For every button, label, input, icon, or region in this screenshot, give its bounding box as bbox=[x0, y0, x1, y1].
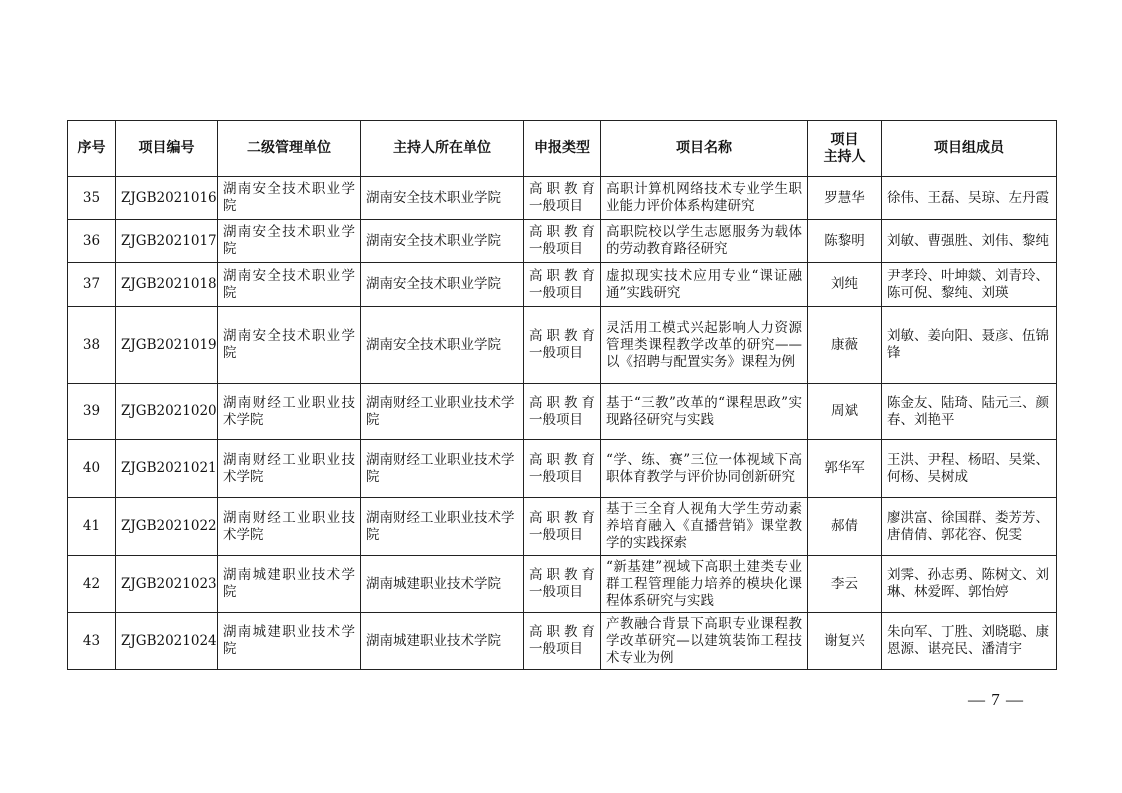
cell-project-code: ZJGB2021021 bbox=[116, 440, 218, 498]
table-header-row bbox=[68, 121, 1057, 177]
table-row bbox=[68, 220, 1057, 263]
cell-host-unit: 湖南城建职业技术学院 bbox=[361, 613, 524, 670]
header-project-host: 项目 主持人 bbox=[808, 121, 882, 177]
cell-project-host: 郝倩 bbox=[808, 498, 882, 556]
cell-team-members: 刘敏、曹强胜、刘伟、黎纯 bbox=[882, 220, 1057, 263]
cell-project-host: 谢复兴 bbox=[808, 613, 882, 670]
cell-project-code: ZJGB2021022 bbox=[116, 498, 218, 556]
cell-management-unit: 湖南财经工业职业技术学院 bbox=[218, 440, 361, 498]
cell-application-type: 高职教育一般项目 bbox=[524, 440, 601, 498]
cell-project-name: 基于“三教”改革的“课程思政”实现路径研究与实践 bbox=[601, 384, 808, 440]
cell-application-type: 高职教育一般项目 bbox=[524, 307, 601, 384]
cell-project-host: 罗慧华 bbox=[808, 177, 882, 220]
cell-project-host: 周斌 bbox=[808, 384, 882, 440]
header-application-type: 申报类型 bbox=[524, 121, 601, 177]
cell-project-code: ZJGB2021016 bbox=[116, 177, 218, 220]
cell-management-unit: 湖南安全技术职业学院 bbox=[218, 307, 361, 384]
cell-seq: 40 bbox=[68, 440, 116, 498]
header-seq: 序号 bbox=[68, 121, 116, 177]
table-row bbox=[68, 263, 1057, 307]
cell-seq: 38 bbox=[68, 307, 116, 384]
cell-management-unit: 湖南城建职业技术学院 bbox=[218, 613, 361, 670]
table-row bbox=[68, 440, 1057, 498]
cell-host-unit: 湖南安全技术职业学院 bbox=[361, 263, 524, 307]
header-project-code: 项目编号 bbox=[116, 121, 218, 177]
header-host-unit: 主持人所在单位 bbox=[361, 121, 524, 177]
cell-host-unit: 湖南财经工业职业技术学院 bbox=[361, 440, 524, 498]
cell-team-members: 尹孝玲、叶坤燚、刘青玲、陈可倪、黎纯、刘瑛 bbox=[882, 263, 1057, 307]
table-row bbox=[68, 556, 1057, 613]
cell-application-type: 高职教育一般项目 bbox=[524, 220, 601, 263]
cell-host-unit: 湖南安全技术职业学院 bbox=[361, 220, 524, 263]
cell-team-members: 朱向军、丁胜、刘晓聪、康恩源、谌亮民、潘清宇 bbox=[882, 613, 1057, 670]
cell-team-members: 徐伟、王磊、吴琼、左丹霞 bbox=[882, 177, 1057, 220]
cell-project-code: ZJGB2021018 bbox=[116, 263, 218, 307]
cell-project-code: ZJGB2021019 bbox=[116, 307, 218, 384]
cell-host-unit: 湖南城建职业技术学院 bbox=[361, 556, 524, 613]
cell-project-host: 李云 bbox=[808, 556, 882, 613]
cell-project-name: 灵活用工模式兴起影响人力资源管理类课程教学改革的研究——以《招聘与配置实务》课程为例 bbox=[601, 307, 808, 384]
cell-management-unit: 湖南城建职业技术学院 bbox=[218, 556, 361, 613]
cell-seq: 37 bbox=[68, 263, 116, 307]
cell-project-host: 郭华军 bbox=[808, 440, 882, 498]
project-list-table bbox=[67, 120, 1057, 670]
cell-project-name: 高职院校以学生志愿服务为载体的劳动教育路径研究 bbox=[601, 220, 808, 263]
cell-seq: 43 bbox=[68, 613, 116, 670]
cell-project-code: ZJGB2021020 bbox=[116, 384, 218, 440]
cell-project-code: ZJGB2021024 bbox=[116, 613, 218, 670]
header-team-members: 项目组成员 bbox=[882, 121, 1057, 177]
cell-seq: 42 bbox=[68, 556, 116, 613]
cell-management-unit: 湖南财经工业职业技术学院 bbox=[218, 384, 361, 440]
cell-team-members: 刘敏、姜向阳、聂彦、伍锦锋 bbox=[882, 307, 1057, 384]
cell-project-code: ZJGB2021023 bbox=[116, 556, 218, 613]
cell-team-members: 王洪、尹程、杨昭、吴棠、何杨、吴树成 bbox=[882, 440, 1057, 498]
cell-project-code: ZJGB2021017 bbox=[116, 220, 218, 263]
cell-management-unit: 湖南财经工业职业技术学院 bbox=[218, 498, 361, 556]
table-row bbox=[68, 177, 1057, 220]
cell-project-host: 刘纯 bbox=[808, 263, 882, 307]
cell-application-type: 高职教育一般项目 bbox=[524, 613, 601, 670]
cell-management-unit: 湖南安全技术职业学院 bbox=[218, 177, 361, 220]
cell-host-unit: 湖南安全技术职业学院 bbox=[361, 307, 524, 384]
cell-host-unit: 湖南安全技术职业学院 bbox=[361, 177, 524, 220]
header-management-unit: 二级管理单位 bbox=[218, 121, 361, 177]
header-project-name: 项目名称 bbox=[601, 121, 808, 177]
table-row bbox=[68, 498, 1057, 556]
cell-project-name: 产教融合背景下高职专业课程教学改革研究—以建筑装饰工程技术专业为例 bbox=[601, 613, 808, 670]
cell-application-type: 高职教育一般项目 bbox=[524, 263, 601, 307]
cell-seq: 39 bbox=[68, 384, 116, 440]
cell-management-unit: 湖南安全技术职业学院 bbox=[218, 263, 361, 307]
cell-host-unit: 湖南财经工业职业技术学院 bbox=[361, 498, 524, 556]
cell-application-type: 高职教育一般项目 bbox=[524, 498, 601, 556]
cell-seq: 36 bbox=[68, 220, 116, 263]
cell-application-type: 高职教育一般项目 bbox=[524, 384, 601, 440]
table-row bbox=[68, 384, 1057, 440]
cell-management-unit: 湖南安全技术职业学院 bbox=[218, 220, 361, 263]
cell-project-name: “学、练、赛”三位一体视域下高职体育教学与评价协同创新研究 bbox=[601, 440, 808, 498]
cell-team-members: 陈金友、陆琦、陆元三、颜春、刘艳平 bbox=[882, 384, 1057, 440]
cell-project-name: 基于三全育人视角大学生劳动素养培育融入《直播营销》课堂教学的实践探索 bbox=[601, 498, 808, 556]
cell-project-name: 高职计算机网络技术专业学生职业能力评价体系构建研究 bbox=[601, 177, 808, 220]
cell-project-name: 虚拟现实技术应用专业“课证融通”实践研究 bbox=[601, 263, 808, 307]
table-row bbox=[68, 307, 1057, 384]
cell-seq: 35 bbox=[68, 177, 116, 220]
cell-team-members: 刘霁、孙志勇、陈树文、刘琳、林爱晖、郭怡婷 bbox=[882, 556, 1057, 613]
cell-application-type: 高职教育一般项目 bbox=[524, 556, 601, 613]
cell-seq: 41 bbox=[68, 498, 116, 556]
cell-team-members: 廖洪富、徐国群、娄芳芳、唐倩倩、郭花容、倪雯 bbox=[882, 498, 1057, 556]
cell-project-host: 康薇 bbox=[808, 307, 882, 384]
cell-application-type: 高职教育一般项目 bbox=[524, 177, 601, 220]
page-number: — 7 — bbox=[968, 690, 1024, 709]
table-row bbox=[68, 613, 1057, 670]
cell-project-host: 陈黎明 bbox=[808, 220, 882, 263]
cell-project-name: “新基建”视域下高职土建类专业群工程管理能力培养的模块化课程体系研究与实践 bbox=[601, 556, 808, 613]
cell-host-unit: 湖南财经工业职业技术学院 bbox=[361, 384, 524, 440]
